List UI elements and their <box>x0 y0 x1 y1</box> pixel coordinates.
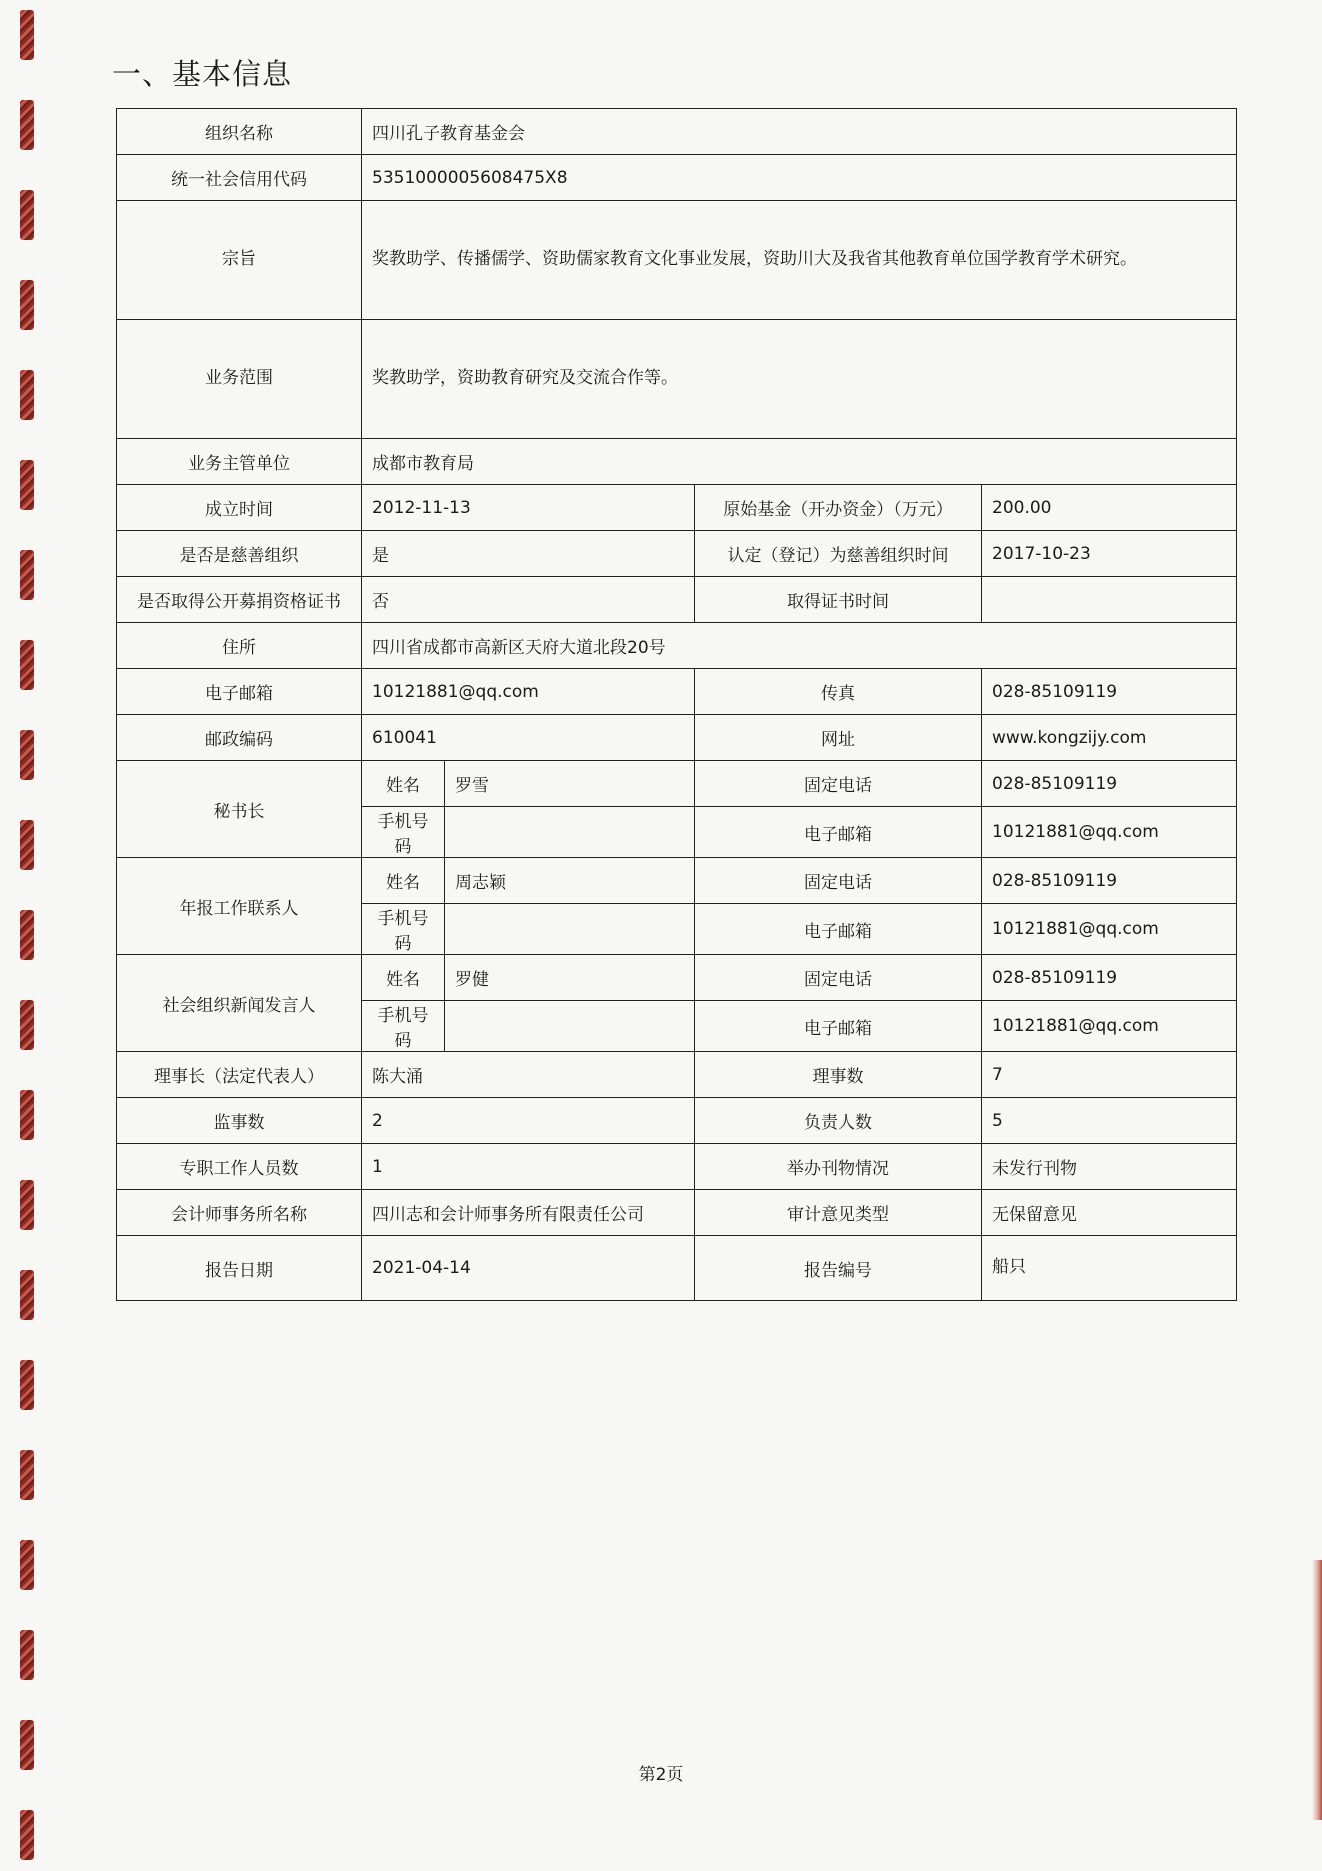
value-postcode: 610041 <box>362 715 695 761</box>
label-contact-email: 电子邮箱 <box>695 1001 982 1052</box>
label-staff-count: 专职工作人员数 <box>117 1144 362 1190</box>
label-fax: 传真 <box>695 669 982 715</box>
binding-segment <box>20 1360 34 1410</box>
value-supervisors-count: 2 <box>362 1098 695 1144</box>
label-directors-count: 理事数 <box>695 1052 982 1098</box>
value-publications: 未发行刊物 <box>982 1144 1237 1190</box>
row-contact-spokesperson-name <box>117 955 1237 1001</box>
label-spokesperson: 社会组织新闻发言人 <box>117 955 362 1052</box>
label-landline: 固定电话 <box>695 858 982 904</box>
binding-segment <box>20 910 34 960</box>
row-supervisor <box>117 439 1237 485</box>
binding-segment <box>20 460 34 510</box>
label-report-contact: 年报工作联系人 <box>117 858 362 955</box>
row-org-name <box>117 109 1237 155</box>
value-landline: 028-85109119 <box>982 858 1237 904</box>
row-founded <box>117 485 1237 531</box>
label-landline: 固定电话 <box>695 955 982 1001</box>
label-name: 姓名 <box>362 955 445 1001</box>
value-purpose: 奖教助学、传播儒学、资助儒家教育文化事业发展，资助川大及我省其他教育单位国学教育学术研究。 <box>362 201 1237 320</box>
value-founded: 2012-11-13 <box>362 485 695 531</box>
label-supervisors-count: 监事数 <box>117 1098 362 1144</box>
row-report <box>117 1236 1237 1301</box>
value-mobile <box>445 807 695 858</box>
label-landline: 固定电话 <box>695 761 982 807</box>
row-charity <box>117 531 1237 577</box>
value-contact-email: 10121881@qq.com <box>982 807 1237 858</box>
value-name: 罗健 <box>445 955 695 1001</box>
value-fax: 028-85109119 <box>982 669 1237 715</box>
row-postcode <box>117 715 1237 761</box>
binding-segment <box>20 1630 34 1680</box>
label-contact-email: 电子邮箱 <box>695 904 982 955</box>
label-leaders-count: 负责人数 <box>695 1098 982 1144</box>
value-fundraising: 否 <box>362 577 695 623</box>
label-address: 住所 <box>117 623 362 669</box>
value-website: www.kongzijy.com <box>982 715 1237 761</box>
label-fundraising: 是否取得公开募捐资格证书 <box>117 577 362 623</box>
value-scope: 奖教助学，资助教育研究及交流合作等。 <box>362 320 1237 439</box>
value-charity-date: 2017-10-23 <box>982 531 1237 577</box>
value-accounting-firm: 四川志和会计师事务所有限责任公司 <box>362 1190 695 1236</box>
value-report-date: 2021-04-14 <box>362 1236 695 1301</box>
label-email: 电子邮箱 <box>117 669 362 715</box>
row-email <box>117 669 1237 715</box>
label-postcode: 邮政编码 <box>117 715 362 761</box>
value-landline: 028-85109119 <box>982 761 1237 807</box>
binding-segment <box>20 370 34 420</box>
row-address <box>117 623 1237 669</box>
binding-segment <box>20 100 34 150</box>
row-credit-code <box>117 155 1237 201</box>
value-contact-email: 10121881@qq.com <box>982 1001 1237 1052</box>
binding-segment <box>20 1450 34 1500</box>
label-org-name: 组织名称 <box>117 109 362 155</box>
value-certificate-date <box>982 577 1237 623</box>
value-leaders-count: 5 <box>982 1098 1237 1144</box>
value-email: 10121881@qq.com <box>362 669 695 715</box>
value-name: 罗雪 <box>445 761 695 807</box>
row-fundraising <box>117 577 1237 623</box>
value-charity: 是 <box>362 531 695 577</box>
row-staff <box>117 1144 1237 1190</box>
label-accounting-firm: 会计师事务所名称 <box>117 1190 362 1236</box>
label-chairman: 理事长（法定代表人） <box>117 1052 362 1098</box>
binding-segment <box>20 1180 34 1230</box>
binding-segment <box>20 820 34 870</box>
row-accounting-firm <box>117 1190 1237 1236</box>
label-name: 姓名 <box>362 858 445 904</box>
label-report-number: 报告编号 <box>695 1236 982 1301</box>
label-website: 网址 <box>695 715 982 761</box>
binding-segment <box>20 190 34 240</box>
binding-segment <box>20 1810 34 1860</box>
row-purpose <box>117 201 1237 320</box>
label-charity: 是否是慈善组织 <box>117 531 362 577</box>
value-mobile <box>445 1001 695 1052</box>
row-scope <box>117 320 1237 439</box>
binding-segment <box>20 10 34 60</box>
value-contact-email: 10121881@qq.com <box>982 904 1237 955</box>
binding-segment <box>20 1270 34 1320</box>
value-initial-fund: 200.00 <box>982 485 1237 531</box>
value-mobile <box>445 904 695 955</box>
value-address: 四川省成都市高新区天府大道北段20号 <box>362 623 1237 669</box>
label-founded: 成立时间 <box>117 485 362 531</box>
label-purpose: 宗旨 <box>117 201 362 320</box>
page-number: 第2页 <box>638 1765 684 1785</box>
row-contact-secretary-name <box>117 761 1237 807</box>
label-name: 姓名 <box>362 761 445 807</box>
value-audit-opinion: 无保留意见 <box>982 1190 1237 1236</box>
value-supervisor: 成都市教育局 <box>362 439 1237 485</box>
binding-segment <box>20 730 34 780</box>
label-credit-code: 统一社会信用代码 <box>117 155 362 201</box>
label-audit-opinion: 审计意见类型 <box>695 1190 982 1236</box>
label-certificate-date: 取得证书时间 <box>695 577 982 623</box>
binding-segment <box>20 1090 34 1140</box>
basic-info-table <box>116 108 1237 1301</box>
value-landline: 028-85109119 <box>982 955 1237 1001</box>
binding-segment <box>20 640 34 690</box>
label-mobile: 手机号码 <box>362 904 445 955</box>
label-contact-email: 电子邮箱 <box>695 807 982 858</box>
label-initial-fund: 原始基金（开办资金）（万元） <box>695 485 982 531</box>
binding-segment <box>20 550 34 600</box>
label-publications: 举办刊物情况 <box>695 1144 982 1190</box>
label-secretary-general: 秘书长 <box>117 761 362 858</box>
section-title: 一、基本信息 <box>112 57 293 91</box>
label-report-date: 报告日期 <box>117 1236 362 1301</box>
value-org-name: 四川孔子教育基金会 <box>362 109 1237 155</box>
value-staff-count: 1 <box>362 1144 695 1190</box>
value-directors-count: 7 <box>982 1052 1237 1098</box>
row-contact-report-name <box>117 858 1237 904</box>
value-report-number: 船只 <box>982 1236 1237 1301</box>
label-scope: 业务范围 <box>117 320 362 439</box>
value-chairman: 陈大涌 <box>362 1052 695 1098</box>
value-name: 周志颖 <box>445 858 695 904</box>
value-credit-code: 5351000005608475X8 <box>362 155 1237 201</box>
label-mobile: 手机号码 <box>362 1001 445 1052</box>
binding-strip <box>14 0 40 1871</box>
binding-segment <box>20 1540 34 1590</box>
binding-segment <box>20 1000 34 1050</box>
row-chairman <box>117 1052 1237 1098</box>
label-supervisor: 业务主管单位 <box>117 439 362 485</box>
label-mobile: 手机号码 <box>362 807 445 858</box>
label-charity-date: 认定（登记）为慈善组织时间 <box>695 531 982 577</box>
binding-segment <box>20 280 34 330</box>
row-supervisors <box>117 1098 1237 1144</box>
